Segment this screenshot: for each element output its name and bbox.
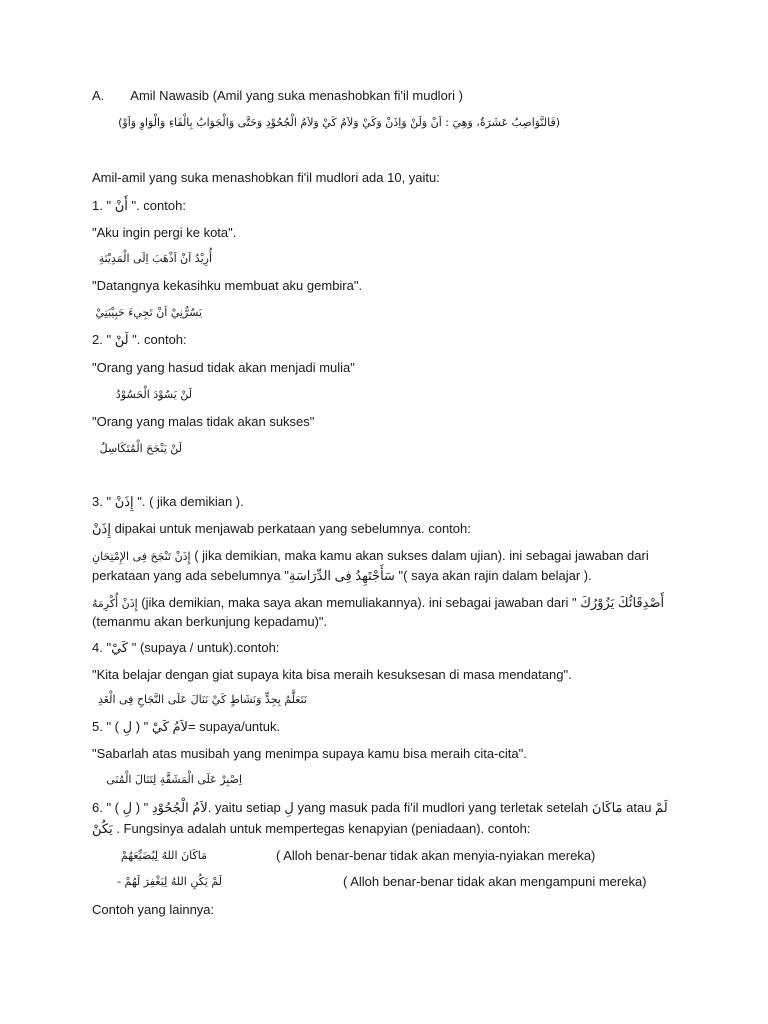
other-examples-label: Contoh yang lainnya: [92, 902, 215, 917]
example-text: "Sabarlah atas musibah yang menimpa supaya kamu bisa meraih cita-cita". [92, 746, 527, 761]
example-text: "Kita belajar dengan giat supaya kita bisa meraih kesuksesan di masa mendatang". [92, 667, 572, 682]
item-4-heading: 4. "كَيْ " (supaya / untuk).contoh: [92, 640, 280, 655]
arabic-example: لَمْ يَكُنِ اللهُ لِيَغْفِرَ لَهُمْ - [117, 875, 222, 888]
paragraph-line [92, 547, 649, 566]
item-1-heading: 1. " أَنْ ". contoh: [92, 198, 186, 213]
example-translation: ( Alloh benar-benar tidak akan mengampuni mereka) [343, 874, 647, 889]
example-translation: ( Alloh benar-benar tidak akan menyia-nyiakan mereka) [276, 848, 596, 863]
item-3-heading: 3. " إِذَنْ ". ( jika demikian ). [92, 494, 244, 509]
arabic-example: أُرِيْدُ اَنْ اَذْهَبَ اِلَى الْمَدِيْنَةِ [98, 252, 212, 265]
arabic-example: يَسُرُّنِيْ اَنْ تَجِيءَ حَبِيْبَتِيْ [95, 306, 202, 319]
example-text: "Aku ingin pergi ke kota". [92, 225, 237, 240]
arabic-inline: إِذَنْ تَنْجَحَ فِى الإِمْتِحَانِ [92, 550, 191, 563]
item-2-heading: 2. " لَنْ ". contoh: [92, 332, 187, 347]
intro-text: Amil-amil yang suka menashobkan fi'il mudlori ada 10, yaitu: [92, 170, 440, 185]
item-6-line: يَكُنْ . Fungsinya adalah untuk mempertegas kenapyian (peniadaan). contoh: [92, 821, 531, 836]
arabic-example: مَاكَانَ اللهُ لِيُضَيِّعَهُمْ [120, 849, 207, 862]
example-text: "Orang yang hasud tidak akan menjadi mulia" [92, 360, 355, 375]
arabic-inline: إِذَنْ أُكْرِمَهُ [92, 597, 138, 610]
arabic-example: نَتَعَلَّمُ بِجِدٍّ وَنَشَاطٍ كَيْ نَنَالَ عَلَى النَّجَاحِ فِى الْغَدِ [98, 693, 307, 706]
section-title: Amil Nawasib (Amil yang suka menashobkan fi'il mudlori ) [130, 88, 463, 103]
section-heading [92, 87, 463, 105]
paragraph-text: (jika demikian, maka saya akan memuliakannya). ini sebagai jawaban dari " أَصْدِقَائُكَ يَزُوْرُكَ [137, 595, 665, 610]
section-letter: A. [92, 88, 105, 103]
arabic-example: لَنْ يَسُوْدَ الْحَسُوْدُ [115, 388, 192, 401]
arabic-line: (فَالنَّوَاصِبُ عَشَرَةٌ، وَهِيَ : اَنْ وَلَنْ وَاِذَنْ وَكَيْ وَلاَمُ كَيْ وَلاَمُ الْجُحُوْدِ وَحَتَّى وَالْجَوَابُ بِالْفَاءِ وَالْوَاوِ وَاَوْ) [118, 116, 560, 129]
arabic-example: اِصْبِرْ عَلَى الْمَشَقَّةِ لِتَنَالَ الْمُنَى [106, 773, 242, 786]
paragraph-line: perkataan yang ada sebelumnya "سَأَجْتَهِدُ فِى الدِّرَاسَةِ "( saya akan rajin dalam belajar ). [92, 568, 592, 583]
item-5-heading: 5. " ( لِ ) " لاَمُ كَيْ= supaya/untuk. [92, 719, 281, 734]
paragraph-line [92, 594, 664, 613]
item-6-line: 6. " ( لِ ) " لاَمُ الْجُحُوْدِ. yaitu setiap لِ yang masuk pada fi'il mudlori yang terletak setelah مَاكَانَ atau لَمْ [92, 800, 668, 815]
paragraph-text: ( jika demikian, maka kamu akan sukses dalam ujian). ini sebagai jawaban dari [190, 548, 649, 563]
example-text: "Datangnya kekasihku membuat aku gembira". [92, 278, 363, 293]
paragraph-line: (temanmu akan berkunjung kepadamu)". [92, 614, 328, 629]
arabic-example: لَنْ يَنْجَحَ الْمُتَكَاسِلُ [99, 442, 182, 455]
example-text: "Orang yang malas tidak akan sukses" [92, 414, 315, 429]
paragraph-line: إِذَنْ dipakai untuk menjawab perkataan yang sebelumnya. contoh: [92, 521, 471, 536]
